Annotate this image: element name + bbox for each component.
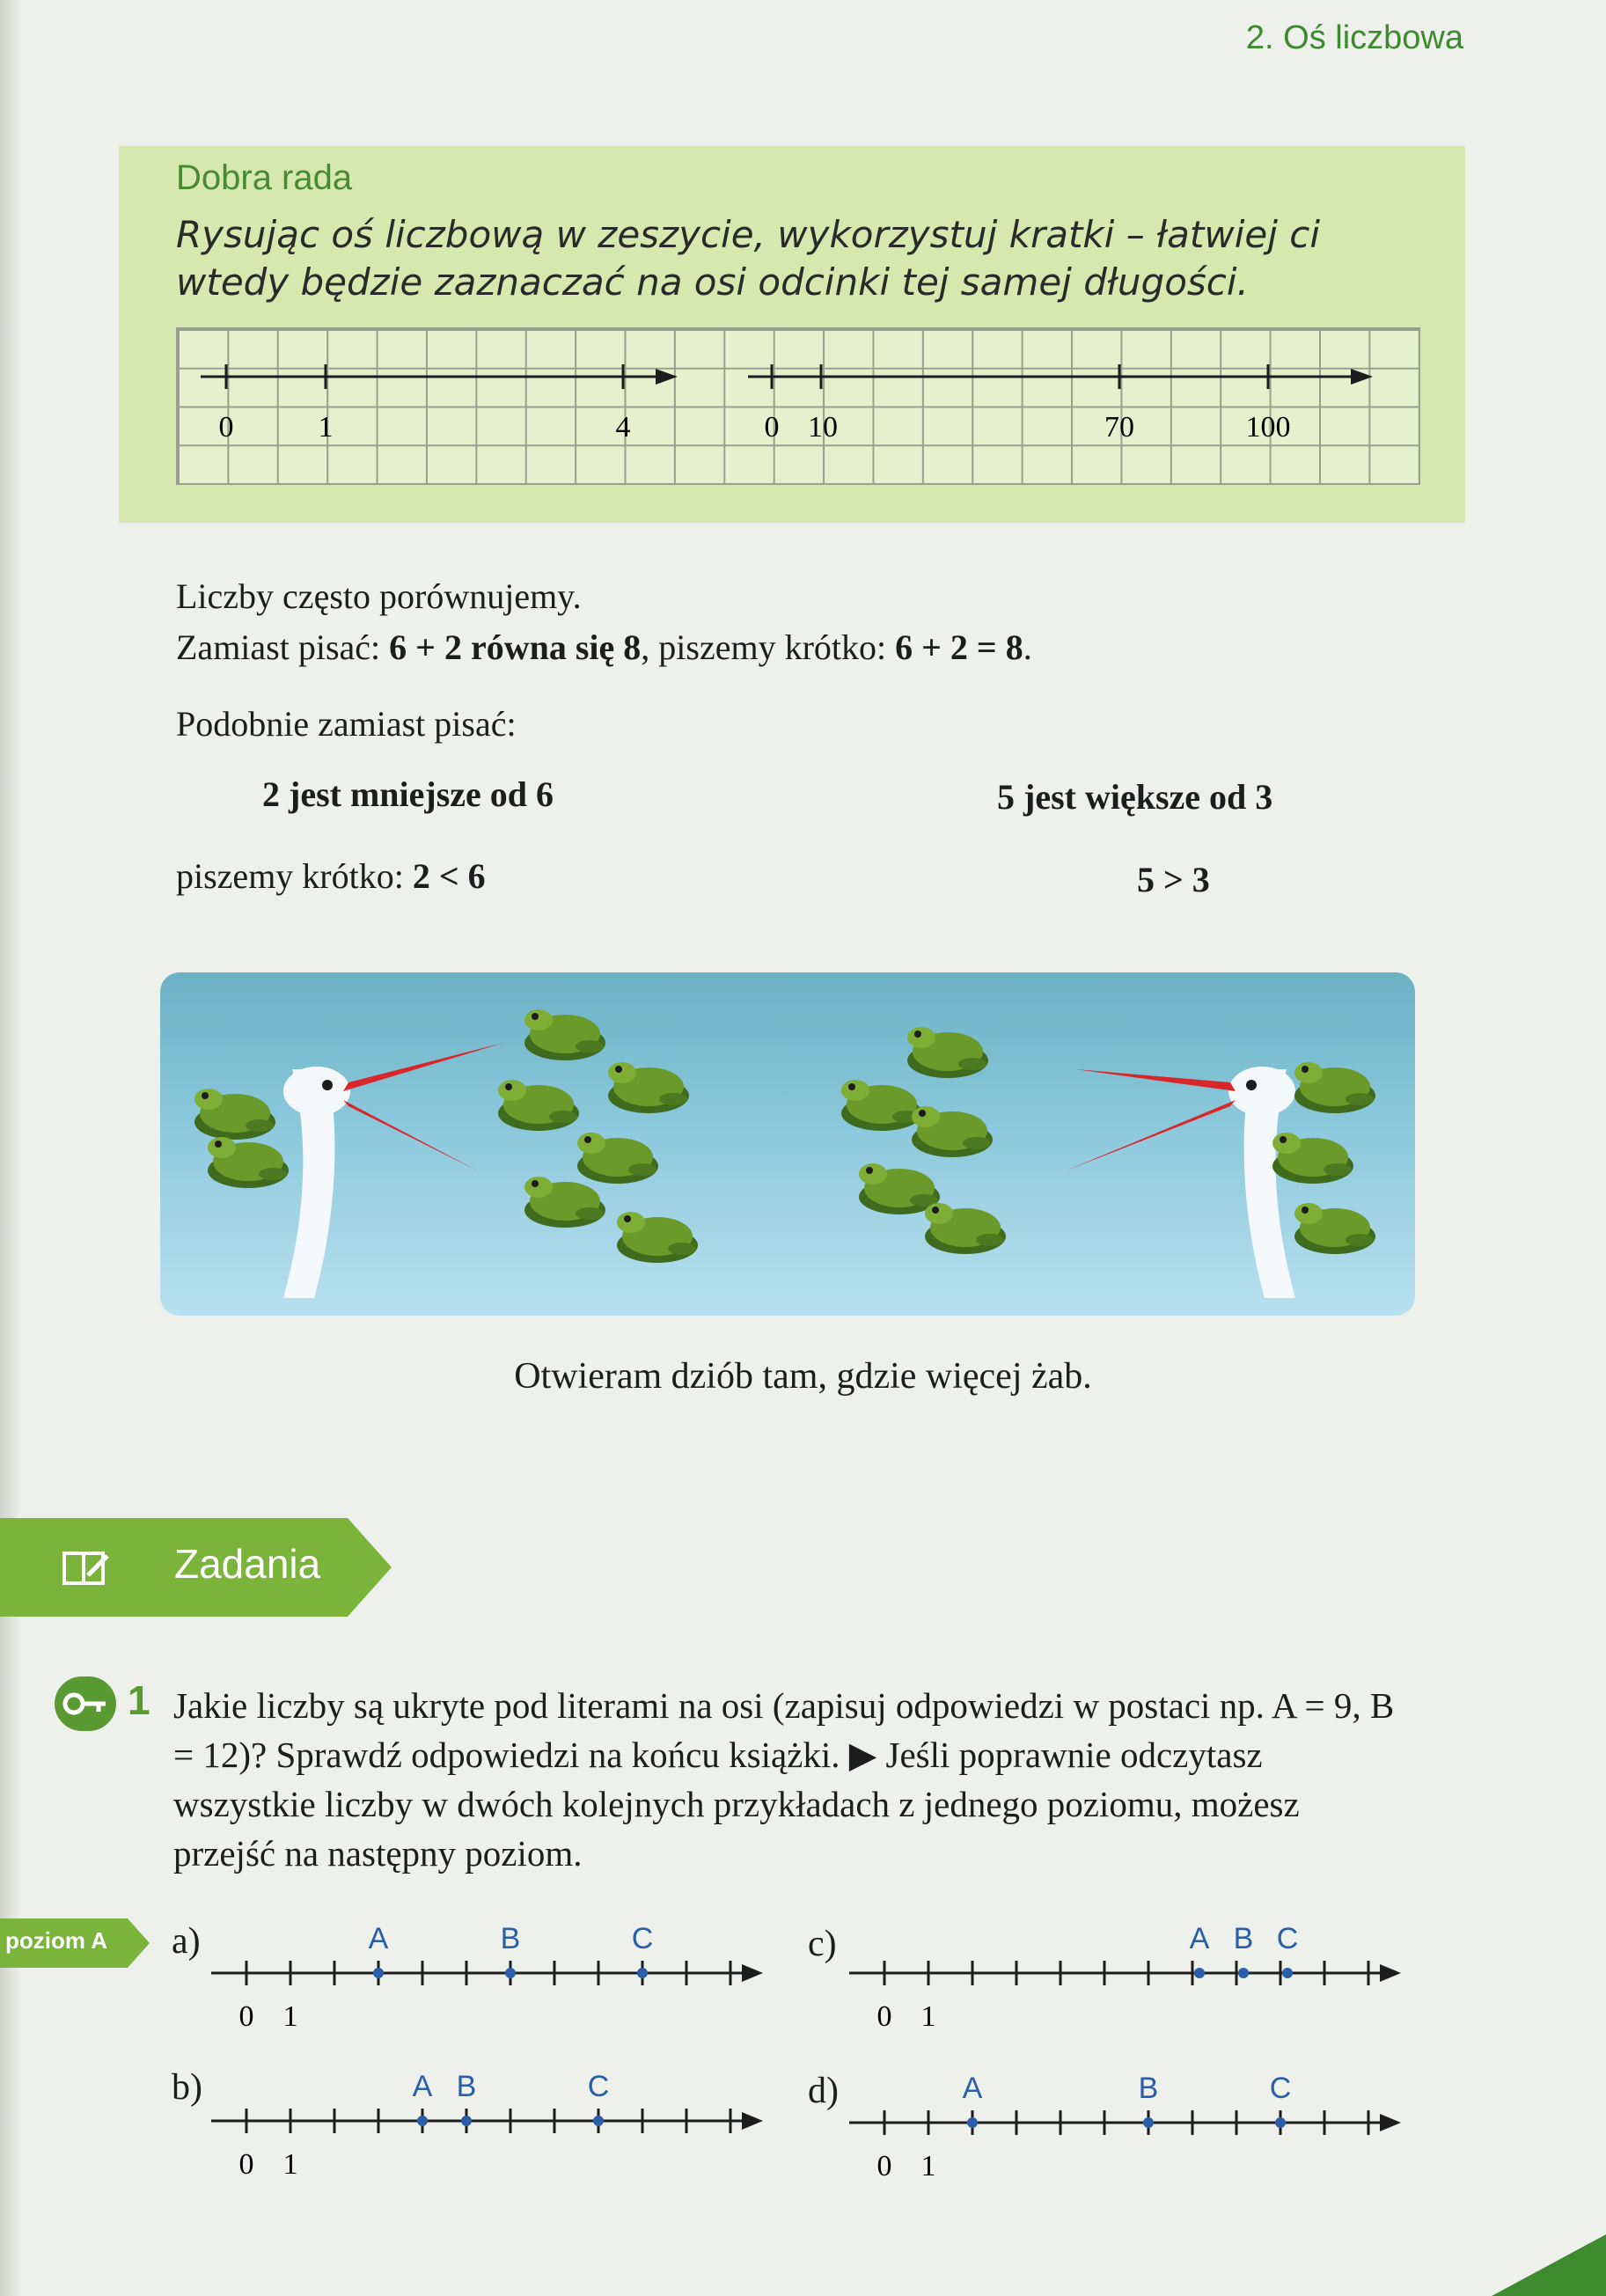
example-a-number-line [207, 1918, 770, 2033]
marker-b-A: A [412, 2070, 433, 2103]
frog-icon [1294, 1062, 1375, 1113]
tip-title: Dobra rada [176, 158, 353, 197]
intro-line-1: Liczby często porównujemy. [176, 576, 582, 616]
frog-icon [524, 1009, 605, 1060]
example-d-number-line [845, 2068, 1408, 2182]
frog-icon [841, 1080, 922, 1131]
frog-icon [194, 1089, 275, 1140]
intro-line-3: Podobnie zamiast pisać: [176, 704, 517, 744]
tip-text: Rysując oś liczbową w zeszycie, wykorzystuj kratki – łatwiej ci wtedy będzie zaznaczać na osi odcinki tej samej długości. [176, 213, 1321, 304]
intro-line-2: Zamiast pisać: 6 + 2 równa się 8, piszemy krótko: 6 + 2 = 8. [176, 627, 1032, 667]
task-text: Jakie liczby są ukryte pod literami na osi (zapisuj odpowiedzi w postaci np. A = 9, B = 12)? Sprawdź odpowiedzi na końcu książki. ▶ Jeśli poprawnie odczytasz wszystkie liczby w dwóch kolejnych przykładach z jednego poziomu, możesz przejść na następny poziom. [173, 1685, 1395, 1874]
chapter-header: 2. Oś liczbowa [1245, 19, 1463, 56]
example-c-label: c) [808, 1924, 837, 1964]
level-label: poziom A [5, 1927, 108, 1954]
frog-icon [1294, 1203, 1375, 1254]
marker-d-A: A [962, 2072, 983, 2105]
tip-number-lines [176, 327, 1419, 483]
example-b-number-line [207, 2066, 770, 2181]
right-stork [1067, 1067, 1295, 1298]
label-c-1: 1 [920, 2000, 936, 2033]
frog-icon [524, 1177, 605, 1228]
example-b-label: b) [172, 2067, 202, 2108]
task-number: 1 [128, 1677, 150, 1723]
label-d-1: 1 [920, 2150, 936, 2182]
label-b-0: 0 [238, 2148, 254, 2181]
marker-b-C: C [587, 2070, 610, 2103]
label-a-0: 0 [238, 2000, 254, 2033]
tip-axis1-label-0: 0 [218, 411, 234, 444]
frog-icon [608, 1062, 689, 1113]
frog-icon [859, 1163, 940, 1214]
frog-icon [907, 1027, 988, 1078]
key-icon [55, 1676, 116, 1731]
frog-icon [617, 1212, 698, 1263]
marker-b-B: B [456, 2070, 477, 2103]
illustration-caption: Otwieram dziób tam, gdzie więcej żab. [514, 1356, 1092, 1397]
tip-axis2-label-70: 70 [1104, 411, 1134, 444]
tip-axis1-label-2: 4 [615, 411, 631, 444]
marker-c-C: C [1276, 1922, 1299, 1955]
book-pencil-icon [62, 1549, 111, 1588]
frog-icon [498, 1080, 579, 1131]
marker-c-A: A [1189, 1922, 1210, 1955]
marker-a-C: C [631, 1922, 654, 1955]
frog-icon [912, 1106, 993, 1157]
label-c-0: 0 [876, 2000, 892, 2033]
example-a-label: a) [172, 1921, 201, 1962]
tip-axis1-label-1: 1 [318, 411, 334, 444]
short-form-left: piszemy krótko: 2 < 6 [176, 856, 486, 896]
left-stork [283, 1043, 503, 1298]
key-badge [55, 1676, 116, 1731]
label-b-1: 1 [282, 2148, 298, 2181]
storks-frogs-illustration [160, 972, 1415, 1316]
left-phrase: 2 jest mniejsze od 6 [262, 774, 554, 814]
marker-d-B: B [1138, 2072, 1159, 2105]
label-a-1: 1 [282, 2000, 298, 2033]
marker-a-B: B [500, 1922, 521, 1955]
right-phrase: 5 jest większe od 3 [997, 777, 1273, 817]
section-title: Zadania [174, 1541, 321, 1587]
example-c-number-line [845, 1918, 1408, 2033]
short-form-right: 5 > 3 [1137, 860, 1210, 899]
tip-axis2-label-0: 0 [764, 411, 780, 444]
marker-d-C: C [1269, 2072, 1292, 2105]
marker-c-B: B [1233, 1922, 1254, 1955]
frog-icon [577, 1133, 658, 1184]
marker-a-A: A [368, 1922, 389, 1955]
label-d-0: 0 [876, 2150, 892, 2182]
page-corner-tab [1492, 2234, 1606, 2296]
tip-axis2-label-100: 100 [1245, 411, 1291, 444]
tip-axis2-label-10: 10 [808, 411, 838, 444]
frog-icon [208, 1137, 289, 1188]
frog-icon [1272, 1133, 1353, 1184]
frog-icon [925, 1203, 1006, 1254]
example-d-label: d) [808, 2071, 839, 2111]
